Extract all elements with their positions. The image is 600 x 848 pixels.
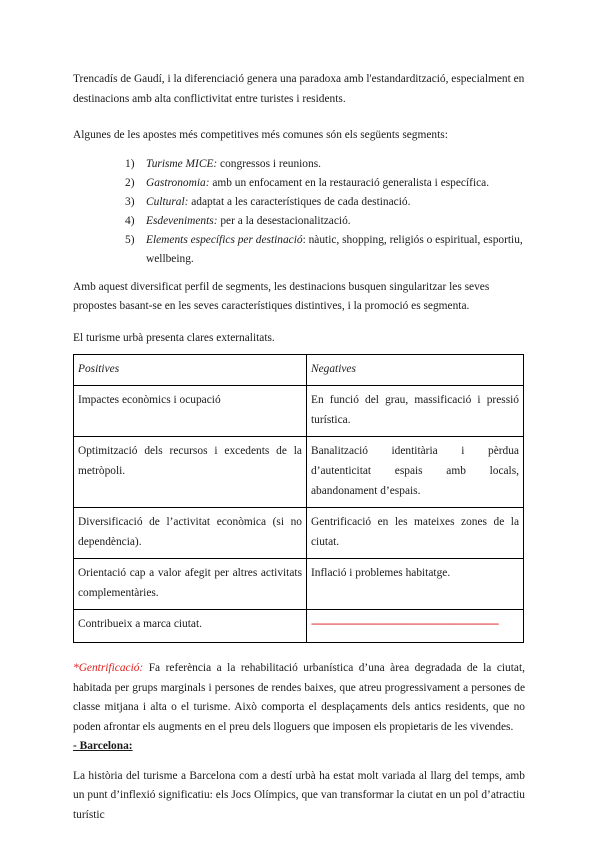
gentrification-term: *Gentrificació: (73, 662, 144, 674)
table-row: Contribueix a marca ciutat. ------------------------------------------------------------------- (74, 610, 524, 643)
table-row: Orientació cap a valor afegit per altres activitats complementàries. Inflació i problemes habitatge. (74, 559, 524, 610)
header-negatives: Negatives (307, 355, 524, 386)
segment-item: 1) Turisme MICE: congressos i reunions. (125, 157, 321, 170)
externalities-table (73, 354, 524, 643)
barcelona-paragraph: La història del turisme a Barcelona com a destí urbà ha estat molt variada al llarg del temps, amb un punt d’inflexió significatiu: els Jocs Olímpics, que van transformar la ciutat en un pol d’atractiu turístic (73, 769, 525, 821)
table-header-row (74, 355, 524, 386)
table-row: Impactes econòmics i ocupació En funció del grau, massificació i pressió turística. (74, 386, 524, 437)
segment-item: 5) Elements específics per destinació: nàutic, shopping, religiós o espiritual, esportiu, wellbeing. (125, 233, 523, 265)
externalities-intro: El turisme urbà presenta clares externalitats. (73, 331, 275, 344)
barcelona-heading: - Barcelona: (73, 740, 133, 752)
gentrification-paragraph: *Gentrificació: Fa referència a la rehabilitació urbanística d’una àrea degradada de la ciutat, habitada per grups marginals i persones de rendes baixes, que atreu progressivament a persones de classe mitjana i alta o el turisme. Això comporta el desplaçaments dels antics residents, que no poden afrontar els augments en el preu dels lloguers que imposen els propietaris de les vivendes. (73, 662, 525, 733)
diversified-paragraph: Amb aquest diversificat perfil de segments, les destinacions busquen singularitzar les seves propostes basant-se en les seves característiques distintives, i la promoció es segmenta. (73, 280, 490, 312)
intro-paragraph: Trencadís de Gaudí, i la diferenciació genera una paradoxa amb l'estandardització, especialment en destinacions amb alta conflictivitat entre turistes i residents. (73, 73, 525, 105)
document-page (73, 70, 525, 825)
header-positives: Positives (74, 355, 307, 386)
segments-list (73, 155, 525, 269)
segment-item: 2) Gastronomia: amb un enfocament en la restauració generalista i específica. (125, 176, 490, 189)
table-row: Optimització dels recursos i excedents de la metròpoli. Banalització identitària i pèrdua d’autenticitat espais amb locals, abandonament d’espais. (74, 437, 524, 508)
table-row: Diversificació de l’activitat econòmica (si no dependència). Gentrificació en les mateixes zones de la ciutat. (74, 508, 524, 559)
empty-dash-line: ------------------------------------------------------------------- (311, 618, 499, 630)
segment-item: 4) Esdeveniments: per a la desestacionalització. (125, 214, 351, 227)
segments-intro: Algunes de les apostes més competitives més comunes són els següents segments: (73, 129, 448, 141)
segment-item: 3) Cultural: adaptat a les característiques de cada destinació. (125, 195, 411, 208)
